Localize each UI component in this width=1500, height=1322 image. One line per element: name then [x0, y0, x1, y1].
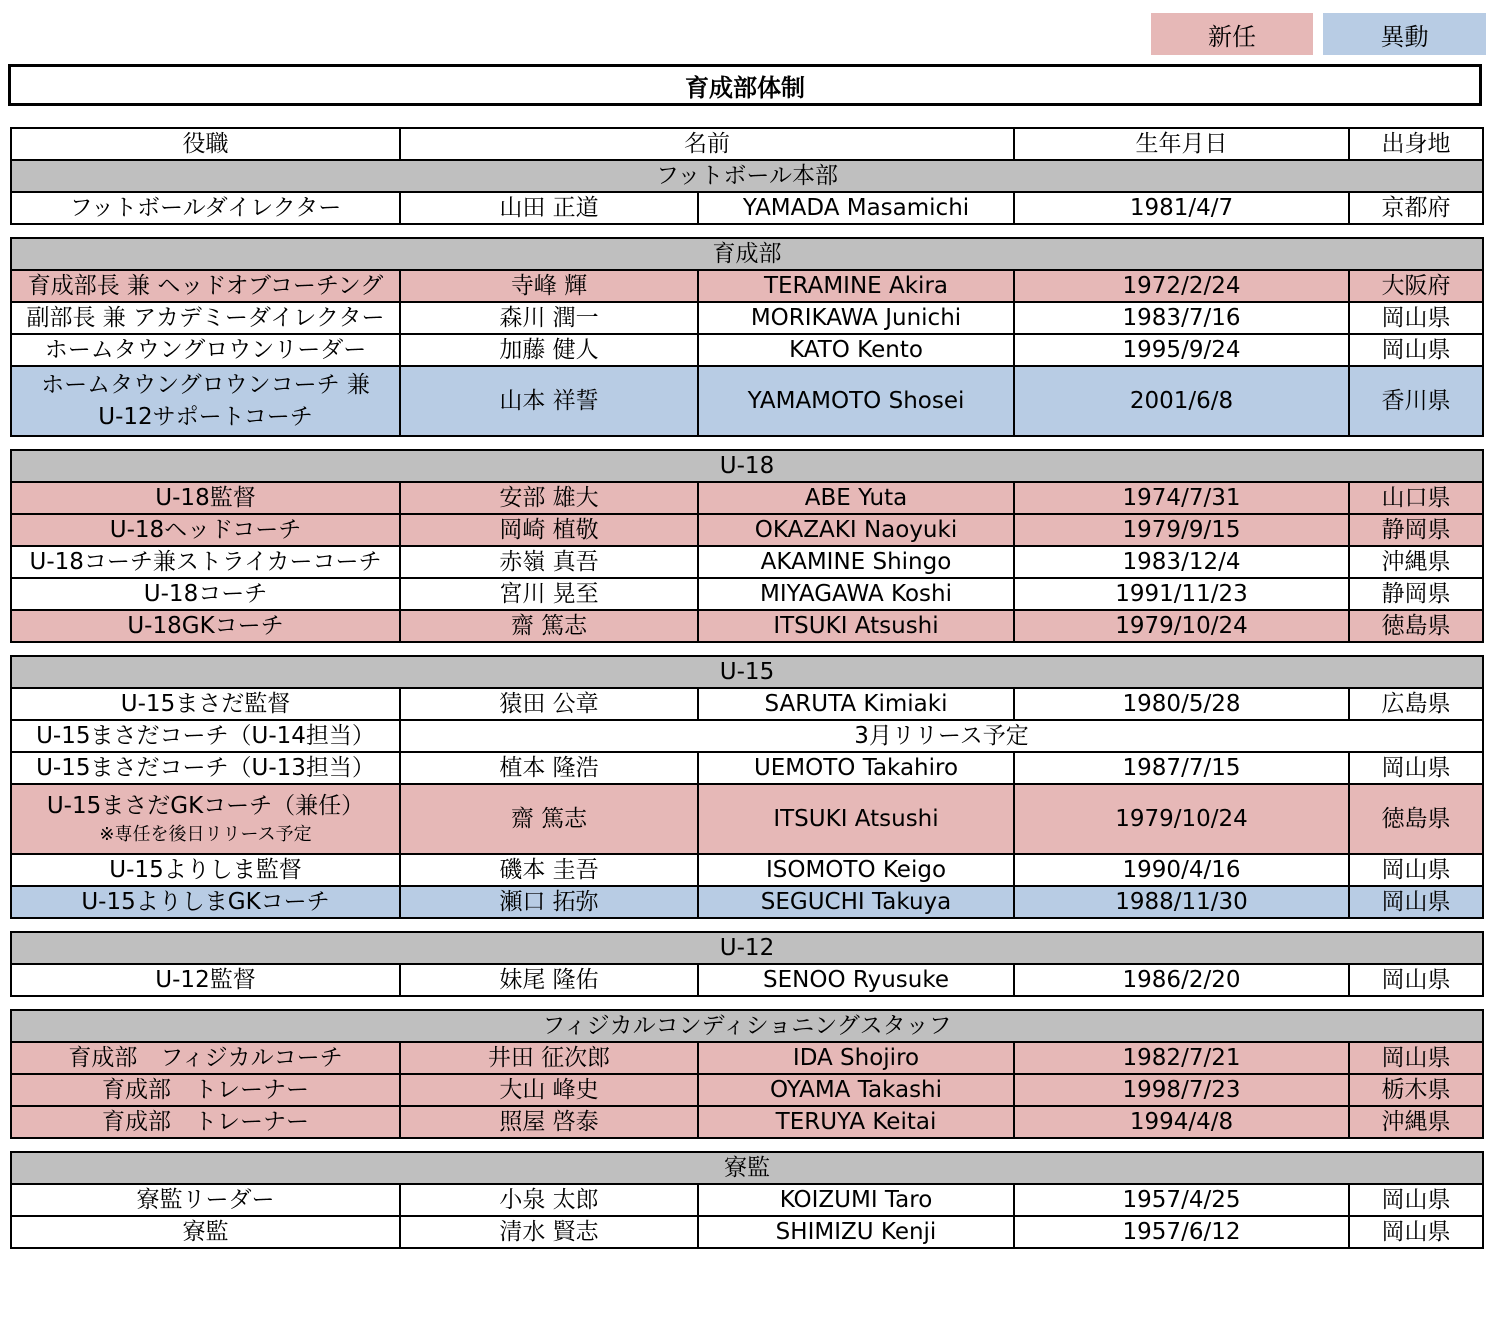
birthday-cell: 1981/4/7 [1014, 192, 1349, 224]
role-cell: 副部長 兼 アカデミーダイレクター [11, 302, 400, 334]
birthday-cell: 1982/7/21 [1014, 1042, 1349, 1074]
role-cell: 寮監 [11, 1216, 400, 1248]
name-ja-cell: 妹尾 隆佑 [400, 964, 698, 996]
name-en-cell: AKAMINE Shingo [698, 546, 1014, 578]
birthday-cell: 2001/6/8 [1014, 366, 1349, 436]
hometown-cell: 岡山県 [1349, 1042, 1483, 1074]
table-row [11, 1074, 1483, 1106]
name-en-cell: SEGUCHI Takuya [698, 886, 1014, 918]
academy-staff-table [10, 127, 1484, 1249]
birthday-cell: 1974/7/31 [1014, 482, 1349, 514]
hometown-cell: 沖縄県 [1349, 1106, 1483, 1138]
role-line-1: U-15まさだGKコーチ（兼任） [46, 793, 365, 819]
table-row [11, 688, 1483, 720]
section-header [11, 932, 1483, 964]
hometown-cell: 岡山県 [1349, 1184, 1483, 1216]
table-row [11, 334, 1483, 366]
table-row [11, 546, 1483, 578]
birthday-cell: 1986/2/20 [1014, 964, 1349, 996]
role-cell: U-12監督 [11, 964, 400, 996]
name-ja-cell: 井田 征次郎 [400, 1042, 698, 1074]
birthday-cell: 1957/4/25 [1014, 1184, 1349, 1216]
table-row [11, 366, 1483, 436]
table-row [11, 302, 1483, 334]
name-ja-cell: 齋 篤志 [400, 610, 698, 642]
hometown-cell: 岡山県 [1349, 334, 1483, 366]
name-ja-cell: 齋 篤志 [400, 784, 698, 854]
name-en-cell: MIYAGAWA Koshi [698, 578, 1014, 610]
role-cell: U-15まさだコーチ（U-13担当） [11, 752, 400, 784]
hometown-cell: 岡山県 [1349, 854, 1483, 886]
role-cell [11, 784, 400, 854]
name-ja-cell: 瀬口 拓弥 [400, 886, 698, 918]
name-en-cell: ITSUKI Atsushi [698, 610, 1014, 642]
name-en-cell: TERUYA Keitai [698, 1106, 1014, 1138]
birthday-cell: 1991/11/23 [1014, 578, 1349, 610]
role-cell: U-18GKコーチ [11, 610, 400, 642]
name-ja-cell: 磯本 圭吾 [400, 854, 698, 886]
header-role: 役職 [11, 128, 400, 160]
role-cell: 育成部 フィジカルコーチ [11, 1042, 400, 1074]
section-header [11, 450, 1483, 482]
birthday-cell: 1988/11/30 [1014, 886, 1349, 918]
hometown-cell: 岡山県 [1349, 302, 1483, 334]
name-en-cell: IDA Shojiro [698, 1042, 1014, 1074]
table-row [11, 784, 1483, 854]
name-ja-cell: 宮川 晃至 [400, 578, 698, 610]
name-ja-cell: 植本 隆浩 [400, 752, 698, 784]
birthday-cell: 1987/7/15 [1014, 752, 1349, 784]
birthday-cell: 1994/4/8 [1014, 1106, 1349, 1138]
name-en-cell: KATO Kento [698, 334, 1014, 366]
birthday-cell: 1990/4/16 [1014, 854, 1349, 886]
header-name: 名前 [400, 128, 1014, 160]
hometown-cell: 岡山県 [1349, 1216, 1483, 1248]
name-en-cell: SHIMIZU Kenji [698, 1216, 1014, 1248]
birthday-cell: 1957/6/12 [1014, 1216, 1349, 1248]
name-ja-cell: 加藤 健人 [400, 334, 698, 366]
name-ja-cell: 照屋 啓泰 [400, 1106, 698, 1138]
table-row [11, 1042, 1483, 1074]
legend-transfer-badge: 異動 [1323, 13, 1486, 55]
section-header [11, 160, 1483, 192]
table-row [11, 1184, 1483, 1216]
table-row [11, 720, 1483, 752]
role-cell: U-15まさだ監督 [11, 688, 400, 720]
role-line-2: U-12サポートコーチ [98, 404, 313, 430]
table-row [11, 964, 1483, 996]
role-cell: 育成部 トレーナー [11, 1074, 400, 1106]
name-en-cell: ISOMOTO Keigo [698, 854, 1014, 886]
hometown-cell: 徳島県 [1349, 610, 1483, 642]
table-row [11, 854, 1483, 886]
pending-cell: 3月リリース予定 [400, 720, 1483, 752]
name-ja-cell: 山本 祥誓 [400, 366, 698, 436]
section-title: フィジカルコンディショニングスタッフ [11, 1010, 1483, 1042]
name-en-cell: SENOO Ryusuke [698, 964, 1014, 996]
role-cell: U-18ヘッドコーチ [11, 514, 400, 546]
role-note: ※専任を後日リリース予定 [99, 824, 312, 845]
birthday-cell: 1979/9/15 [1014, 514, 1349, 546]
birthday-cell: 1995/9/24 [1014, 334, 1349, 366]
section-title: フットボール本部 [11, 160, 1483, 192]
hometown-cell: 岡山県 [1349, 752, 1483, 784]
hometown-cell: 香川県 [1349, 366, 1483, 436]
hometown-cell: 岡山県 [1349, 886, 1483, 918]
name-ja-cell: 小泉 太郎 [400, 1184, 698, 1216]
section-title: 育成部 [11, 238, 1483, 270]
birthday-cell: 1980/5/28 [1014, 688, 1349, 720]
hometown-cell: 静岡県 [1349, 514, 1483, 546]
table-row [11, 610, 1483, 642]
birthday-cell: 1998/7/23 [1014, 1074, 1349, 1106]
role-cell: ホームタウングロウンリーダー [11, 334, 400, 366]
hometown-cell: 静岡県 [1349, 578, 1483, 610]
table-row [11, 1106, 1483, 1138]
name-en-cell: TERAMINE Akira [698, 270, 1014, 302]
role-cell: フットボールダイレクター [11, 192, 400, 224]
header-hometown: 出身地 [1349, 128, 1483, 160]
role-cell: 寮監リーダー [11, 1184, 400, 1216]
role-cell [11, 366, 400, 436]
name-ja-cell: 赤嶺 真吾 [400, 546, 698, 578]
role-cell: U-18監督 [11, 482, 400, 514]
hometown-cell: 沖縄県 [1349, 546, 1483, 578]
name-en-cell: YAMADA Masamichi [698, 192, 1014, 224]
hometown-cell: 栃木県 [1349, 1074, 1483, 1106]
table-row [11, 886, 1483, 918]
name-ja-cell: 清水 賢志 [400, 1216, 698, 1248]
hometown-cell: 徳島県 [1349, 784, 1483, 854]
name-ja-cell: 岡崎 植敬 [400, 514, 698, 546]
table-row [11, 192, 1483, 224]
section-header [11, 656, 1483, 688]
birthday-cell: 1972/2/24 [1014, 270, 1349, 302]
name-ja-cell: 山田 正道 [400, 192, 698, 224]
role-cell: 育成部 トレーナー [11, 1106, 400, 1138]
name-en-cell: OKAZAKI Naoyuki [698, 514, 1014, 546]
table-row [11, 514, 1483, 546]
section-title: 寮監 [11, 1152, 1483, 1184]
legend-new-badge: 新任 [1151, 13, 1313, 55]
birthday-cell: 1979/10/24 [1014, 610, 1349, 642]
name-ja-cell: 猿田 公章 [400, 688, 698, 720]
role-cell: U-18コーチ兼ストライカーコーチ [11, 546, 400, 578]
hometown-cell: 大阪府 [1349, 270, 1483, 302]
section-title: U-15 [11, 656, 1483, 688]
name-ja-cell: 森川 潤一 [400, 302, 698, 334]
name-en-cell: OYAMA Takashi [698, 1074, 1014, 1106]
header-birthday: 生年月日 [1014, 128, 1349, 160]
section-header [11, 238, 1483, 270]
table-row [11, 752, 1483, 784]
section-header [11, 1010, 1483, 1042]
name-ja-cell: 安部 雄大 [400, 482, 698, 514]
name-en-cell: SARUTA Kimiaki [698, 688, 1014, 720]
role-line-1: ホームタウングロウンコーチ 兼 [41, 372, 370, 398]
name-ja-cell: 寺峰 輝 [400, 270, 698, 302]
hometown-cell: 山口県 [1349, 482, 1483, 514]
section-title: U-12 [11, 932, 1483, 964]
role-cell: U-15まさだコーチ（U-14担当） [11, 720, 400, 752]
role-cell: U-18コーチ [11, 578, 400, 610]
name-en-cell: KOIZUMI Taro [698, 1184, 1014, 1216]
page-title: 育成部体制 [8, 64, 1482, 106]
section-header [11, 1152, 1483, 1184]
name-en-cell: YAMAMOTO Shosei [698, 366, 1014, 436]
birthday-cell: 1983/12/4 [1014, 546, 1349, 578]
name-en-cell: ABE Yuta [698, 482, 1014, 514]
table-row [11, 1216, 1483, 1248]
table-row [11, 270, 1483, 302]
role-cell: U-15よりしま監督 [11, 854, 400, 886]
header-row [11, 128, 1483, 160]
birthday-cell: 1979/10/24 [1014, 784, 1349, 854]
hometown-cell: 京都府 [1349, 192, 1483, 224]
name-ja-cell: 大山 峰史 [400, 1074, 698, 1106]
birthday-cell: 1983/7/16 [1014, 302, 1349, 334]
hometown-cell: 岡山県 [1349, 964, 1483, 996]
role-cell: U-15よりしまGKコーチ [11, 886, 400, 918]
name-en-cell: UEMOTO Takahiro [698, 752, 1014, 784]
hometown-cell: 広島県 [1349, 688, 1483, 720]
name-en-cell: MORIKAWA Junichi [698, 302, 1014, 334]
section-title: U-18 [11, 450, 1483, 482]
name-en-cell: ITSUKI Atsushi [698, 784, 1014, 854]
table-row [11, 482, 1483, 514]
role-cell: 育成部長 兼 ヘッドオブコーチング [11, 270, 400, 302]
table-row [11, 578, 1483, 610]
